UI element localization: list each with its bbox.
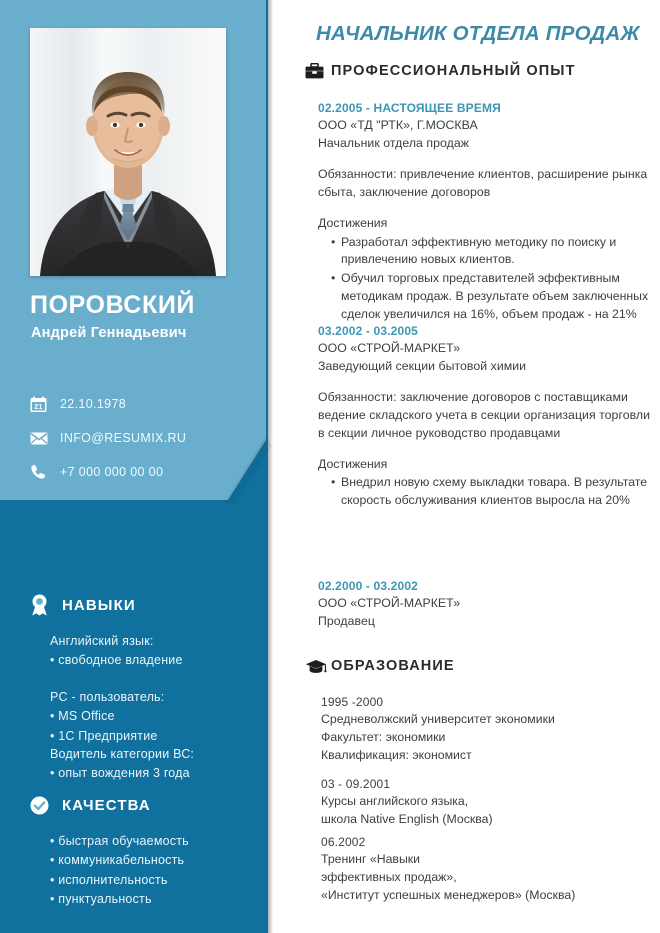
skills-group-driving <box>50 745 265 784</box>
section-experience-header <box>305 63 576 79</box>
experience-achievements-label: Достижения <box>318 215 388 230</box>
education-entry <box>321 834 659 905</box>
page-title: ПОРОВСКИЙ <box>30 291 195 319</box>
education-institution-detail: «Институт успешных менеджеров» (Москва) <box>321 888 576 903</box>
sidebar-edge-shadow <box>268 0 273 933</box>
sidebar-section-skills-header <box>30 594 136 616</box>
experience-date: 02.2000 - 03.2002 <box>318 579 418 593</box>
skills-group-item: • опыт вождения 3 года <box>50 766 190 781</box>
education-date: 1995 -2000 <box>321 695 384 709</box>
education-faculty: Факультет: экономики <box>321 730 446 745</box>
check-circle-icon <box>30 796 62 815</box>
list-item: • Обучил торговых представителей эффективным методикам продаж. В результате объем заключенных сделок увеличился на 16%, объем продаж - на 21% <box>331 270 658 323</box>
education-entry <box>321 694 659 765</box>
education-entry <box>321 776 659 829</box>
calendar-icon <box>30 394 60 414</box>
phone-icon <box>30 462 60 482</box>
education-date: 06.2002 <box>321 835 366 849</box>
graduation-cap-icon <box>305 659 331 674</box>
skills-group-item: • свободное владение <box>50 653 183 668</box>
education-institution: Тренинг «Навыки <box>321 852 421 867</box>
experience-achievements-list <box>318 474 658 510</box>
main-content <box>305 0 660 933</box>
briefcase-icon <box>305 63 331 79</box>
education-date: 03 - 09.2001 <box>321 777 391 791</box>
contact-list <box>30 387 265 489</box>
avatar <box>30 28 226 276</box>
education-institution: Курсы английского языка, <box>321 794 469 809</box>
skills-group-item: • 1С Предприятие <box>50 728 158 743</box>
skills-group-pc <box>50 688 265 746</box>
experience-role: Продавец <box>318 614 375 629</box>
list-item: • Разработал эффективную методику по поиску и привлечению новых клиентов. <box>331 234 658 270</box>
sidebar <box>0 0 288 933</box>
experience-role: Начальник отдела продаж <box>318 136 470 151</box>
svg-text:21: 21 <box>34 403 43 411</box>
list-item: • исполнительность <box>50 872 168 887</box>
portrait-photo-icon <box>30 28 226 276</box>
experience-duties: Обязанности: привлечение клиентов, расширение рынка сбыта, заключение договоров <box>318 167 648 199</box>
education-institution-detail: эффективных продаж», <box>321 870 457 885</box>
section-education-title: ОБРАЗОВАНИЕ <box>331 658 455 674</box>
contact-phone[interactable] <box>30 455 265 489</box>
qualities-list <box>50 832 265 910</box>
skills-group-title: Водитель категории ВС: <box>50 747 195 761</box>
envelope-icon <box>30 428 60 448</box>
full-name-patronymic: Андрей Геннадьевич <box>31 325 187 341</box>
skills-group-title: Английский язык: <box>50 634 154 648</box>
list-item: • быстрая обучаемость <box>50 834 189 848</box>
contact-email-value: INFO@RESUMIX.RU <box>60 431 187 445</box>
experience-duties: Обязанности: заключение договоров с поставщиками ведение складского учета в секции организация торговли в секции личное руководство продавцами <box>318 390 651 440</box>
experience-organization: ООО «СТРОЙ-МАРКЕТ» <box>318 596 461 611</box>
contact-phone-value: +7 000 000 00 00 <box>60 465 164 479</box>
section-experience-title: ПРОФЕССИОНАЛЬНЫЙ ОПЫТ <box>331 63 576 79</box>
contact-email[interactable] <box>30 421 265 455</box>
list-item: • Внедрил новую схему выкладки товара. В результате скорость обслуживания клиентов выросла на 20% <box>331 474 658 510</box>
experience-entry <box>318 323 658 510</box>
experience-entry <box>318 578 658 631</box>
skills-group-title: PC - пользователь: <box>50 690 165 704</box>
experience-achievements-label: Достижения <box>318 456 388 471</box>
experience-role: Заведующий секции бытовой химии <box>318 359 527 374</box>
sidebar-section-qualities-title: КАЧЕСТВА <box>62 797 151 814</box>
sidebar-section-skills-title: НАВЫКИ <box>62 596 136 614</box>
experience-organization: ООО «ТД "РТК», Г.МОСКВА <box>318 118 478 133</box>
skills-group-item: • MS Office <box>50 709 115 724</box>
award-ribbon-icon <box>30 594 62 616</box>
experience-entry <box>318 100 658 324</box>
experience-date: 03.2002 - 03.2005 <box>318 324 418 338</box>
contact-birthdate <box>30 387 265 421</box>
experience-date: 02.2005 - НАСТОЯЩЕЕ ВРЕМЯ <box>318 101 501 115</box>
section-education-header <box>305 658 455 674</box>
education-institution-detail: школа Native English (Москва) <box>321 812 493 827</box>
education-institution: Средневолжский университет экономики <box>321 712 555 727</box>
list-item: • коммуникабельность <box>50 853 185 868</box>
contact-birthdate-value: 22.10.1978 <box>60 397 127 411</box>
experience-achievements-list <box>318 234 658 324</box>
headline-job-title: НАЧАЛЬНИК ОТДЕЛА ПРОДАЖ <box>316 22 640 45</box>
experience-organization: ООО «СТРОЙ-МАРКЕТ» <box>318 341 461 356</box>
sidebar-section-qualities-header <box>30 796 151 815</box>
education-qualification: Квалификация: экономист <box>321 748 472 763</box>
list-item: • пунктуальность <box>50 892 152 907</box>
skills-group-language <box>50 632 265 671</box>
